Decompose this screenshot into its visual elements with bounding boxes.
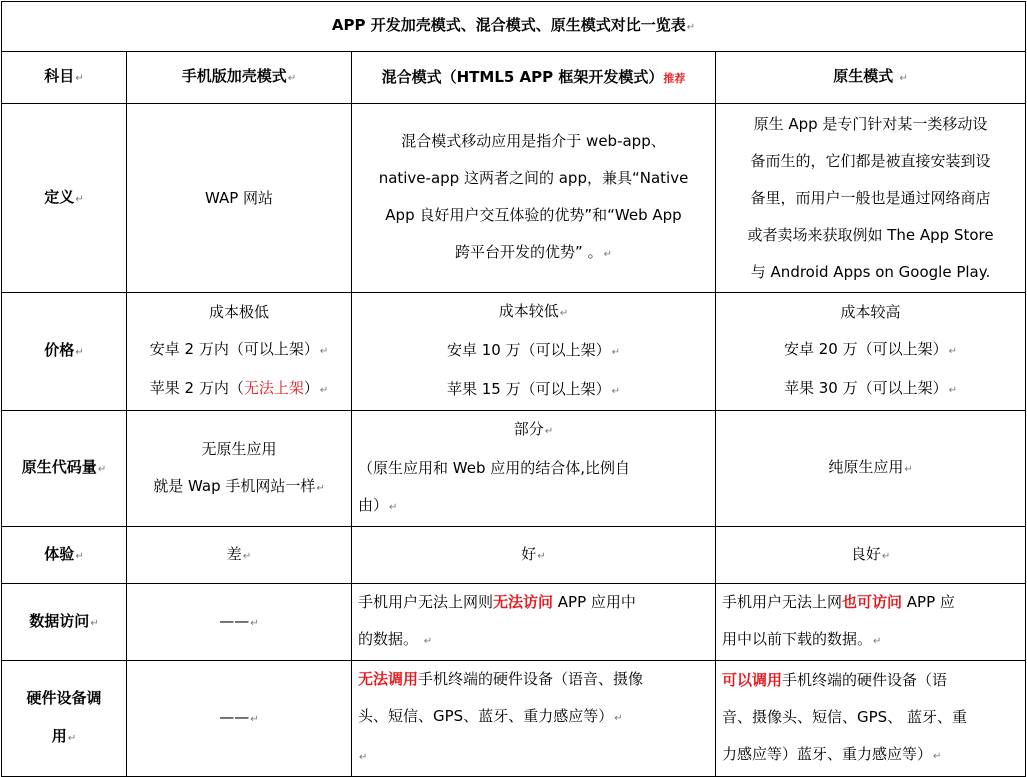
cell-line: 音、摄像头、短信、GPS、 蓝牙、重 <box>722 708 967 726</box>
row-label-price <box>2 293 127 411</box>
cell-text: 差 <box>226 544 242 563</box>
paragraph-mark-icon: ↵ <box>948 346 958 357</box>
paragraph-mark-icon: ↵ <box>90 617 99 629</box>
paragraph-mark-icon: ↵ <box>75 73 84 84</box>
header-subject <box>2 52 127 104</box>
cell-text: WAP 网站 <box>204 188 274 207</box>
data-access-hybrid-cell <box>352 584 716 661</box>
cell-line-text: 苹果 15 万（可以上架） <box>446 380 611 398</box>
paragraph-mark-icon: ↵ <box>603 249 612 260</box>
row-label-line: 用 <box>51 727 67 745</box>
row-label-text: 体验 <box>44 544 75 563</box>
table-title <box>2 2 1026 52</box>
cell-line-text: 安卓 10 万（可以上架） <box>446 341 611 359</box>
paragraph-mark-icon: ↵ <box>319 346 329 357</box>
row-label-definition <box>2 104 127 293</box>
paragraph-mark-icon: ↵ <box>559 308 569 319</box>
cell-line: 或者卖场来获取例如 The App Store <box>747 225 994 244</box>
cell-line <box>722 662 1019 699</box>
cell-line-text: 苹果 2 万内（ <box>149 379 244 397</box>
paragraph-mark-icon: ↵ <box>948 385 958 396</box>
cell-line <box>722 331 1019 370</box>
cell-line <box>358 332 709 371</box>
experience-native-cell <box>716 527 1026 584</box>
row-label-text: 定义 <box>44 187 75 206</box>
cell-line <box>358 371 709 410</box>
experience-hybrid-cell <box>352 527 716 584</box>
cell-line <box>358 621 709 660</box>
paragraph-mark-icon: ↵ <box>904 464 913 475</box>
native-code-hybrid-cell <box>352 411 716 527</box>
hardware-shell-cell <box>127 661 352 777</box>
cell-line: 原生 App 是专门针对某一类移动设 <box>753 114 988 133</box>
cell-line: 成本较高 <box>840 303 901 321</box>
paragraph-mark-icon: ↵ <box>873 636 882 647</box>
row-label-text: 数据访问 <box>29 611 90 630</box>
paragraph-mark-icon: ↵ <box>316 482 325 494</box>
paragraph-mark-icon: ↵ <box>881 550 891 562</box>
cell-line-text: APP 应用中 <box>553 593 636 611</box>
cell-line: 与 Android Apps on Google Play. <box>750 262 991 281</box>
cell-line: 无原生应用 <box>201 439 277 458</box>
price-shell-cell <box>127 293 352 411</box>
cell-line-text: 手机终端的硬件设备（语音、摄像 <box>418 670 644 688</box>
cell-line <box>358 411 709 450</box>
row-label-text: 原生代码量 <box>21 458 97 476</box>
cell-line-text: 由） <box>358 496 389 514</box>
cell-line-text: 力感应等）蓝牙、重力感应等） <box>722 745 933 763</box>
cell-line-text: 安卓 20 万（可以上架） <box>784 340 948 358</box>
row-label-text <box>8 717 120 758</box>
cell-line-text: 部分 <box>513 420 544 438</box>
paragraph-mark-icon: ↵ <box>686 22 696 33</box>
row-label-native-code <box>2 411 127 527</box>
cell-line-text: 手机用户无法上网 <box>722 593 843 611</box>
cell-line-text: 跨平台开发的优势” 。 <box>455 243 603 261</box>
cell-line: native-app 这两者之间的 app，兼具“Native <box>378 169 689 187</box>
row-label-text: 硬件设备调 <box>26 689 102 707</box>
definition-shell-cell <box>127 104 352 293</box>
header-shell-text: 手机版加壳模式 <box>181 67 287 85</box>
paragraph-mark-icon: ↵ <box>67 733 77 744</box>
price-hybrid-cell <box>352 293 716 411</box>
cell-line-text: 手机终端的硬件设备（语 <box>782 671 948 689</box>
table-title-text: APP 开发加壳模式、混合模式、原生模式对比一览表 <box>331 16 686 34</box>
header-hybrid-text: 混合模式（HTML5 APP 框架开发模式） <box>381 67 664 86</box>
cell-line: App 良好用户交互体验的优势”和“Web App <box>385 206 682 224</box>
cell-line <box>133 468 345 507</box>
paragraph-mark-icon: ↵ <box>75 193 84 205</box>
row-label-experience <box>2 527 127 584</box>
paragraph-mark-icon: ↵ <box>423 636 433 647</box>
paragraph-mark-icon: ↵ <box>544 426 554 437</box>
cannot-call-text: 无法调用 <box>358 670 419 688</box>
row-label-text: 价格 <box>44 341 75 359</box>
cell-text: 纯原生应用 <box>828 458 904 476</box>
cell-line-text: 苹果 30 万（可以上架） <box>784 379 948 397</box>
paragraph-mark-icon: ↵ <box>250 617 259 629</box>
definition-hybrid-cell <box>352 104 716 293</box>
cell-line: （原生应用和 Web 应用的结合体,比例自 <box>358 459 631 477</box>
recommended-tag: 推荐 <box>663 71 686 85</box>
cell-line <box>722 736 1019 775</box>
cell-line-text: 成本较低 <box>498 302 559 320</box>
experience-shell-cell <box>127 527 352 584</box>
cell-line: 成本极低 <box>208 303 269 321</box>
paragraph-mark-icon: ↵ <box>611 386 620 397</box>
price-native-cell <box>716 293 1026 411</box>
paragraph-mark-icon: ↵ <box>933 751 942 762</box>
paragraph-mark-icon: ↵ <box>287 73 297 84</box>
paragraph-mark-icon: ↵ <box>97 464 107 475</box>
native-code-shell-cell <box>127 411 352 527</box>
cannot-list-text: 无法上架 <box>243 379 304 397</box>
cannot-access-text: 无法访问 <box>493 593 554 611</box>
data-access-shell-cell <box>127 584 352 661</box>
cell-line <box>722 370 1019 409</box>
definition-native-cell <box>716 104 1026 293</box>
cell-text: —— <box>219 611 250 630</box>
cell-line-text: 就是 Wap 手机网站一样 <box>153 476 316 495</box>
cell-line-text: APP 应 <box>902 593 955 611</box>
data-access-native-cell <box>716 584 1026 661</box>
paragraph-mark-icon: ↵ <box>75 550 84 562</box>
header-shell-mode <box>127 52 352 104</box>
native-code-native-cell <box>716 411 1026 527</box>
cell-line <box>358 234 709 273</box>
cell-text: 良好 <box>850 544 881 563</box>
cell-line <box>358 584 709 621</box>
header-native-mode <box>716 52 1026 104</box>
cell-line: 备里，而用户一般也是通过网络商店 <box>750 188 991 207</box>
paragraph-mark-icon: ↵ <box>242 550 252 562</box>
hardware-hybrid-cell <box>352 661 716 777</box>
can-access-text: 也可访问 <box>842 593 903 611</box>
cell-text: —— <box>219 708 250 726</box>
paragraph-mark-icon: ↵ <box>250 714 259 725</box>
cell-line <box>358 487 709 526</box>
row-label-data-access <box>2 584 127 661</box>
cell-line <box>722 584 1019 621</box>
paragraph-mark-icon: ↵ <box>319 385 329 396</box>
header-hybrid-mode <box>352 52 716 104</box>
row-label-hardware <box>2 661 127 777</box>
cell-line-text: 头、短信、GPS、蓝牙、重力感应等） <box>358 707 614 725</box>
paragraph-mark-icon: ↵ <box>611 347 620 358</box>
cell-line-text: ） <box>303 379 319 397</box>
cell-line-text: 的数据。 <box>358 630 423 648</box>
paragraph-mark-icon: ↵ <box>537 550 546 562</box>
cell-line <box>358 661 709 698</box>
cell-line <box>722 621 1019 660</box>
paragraph-mark-icon: ↵ <box>359 752 368 763</box>
header-subject-text: 科目 <box>44 67 75 85</box>
cell-line-text: 手机用户无法上网则 <box>358 593 494 611</box>
cell-line <box>358 737 709 776</box>
paragraph-mark-icon: ↵ <box>389 502 398 513</box>
comparison-table <box>1 1 1026 777</box>
cell-line: 备而生的，它们都是被直接安装到设 <box>750 151 991 170</box>
header-native-text: 原生模式 <box>833 67 899 85</box>
cell-line <box>133 331 345 370</box>
hardware-native-cell <box>716 661 1026 777</box>
paragraph-mark-icon: ↵ <box>75 347 84 358</box>
can-call-text: 可以调用 <box>722 671 783 689</box>
cell-line: 混合模式移动应用是指介于 web-app、 <box>401 132 666 150</box>
paragraph-mark-icon: ↵ <box>899 73 908 84</box>
cell-line <box>358 698 709 737</box>
cell-line <box>358 293 709 332</box>
cell-line-text: 用中以前下载的数据。 <box>722 630 873 648</box>
paragraph-mark-icon: ↵ <box>614 713 623 724</box>
cell-line <box>133 370 345 409</box>
cell-line-text: 安卓 2 万内（可以上架） <box>149 340 319 358</box>
cell-text: 好 <box>521 544 537 563</box>
